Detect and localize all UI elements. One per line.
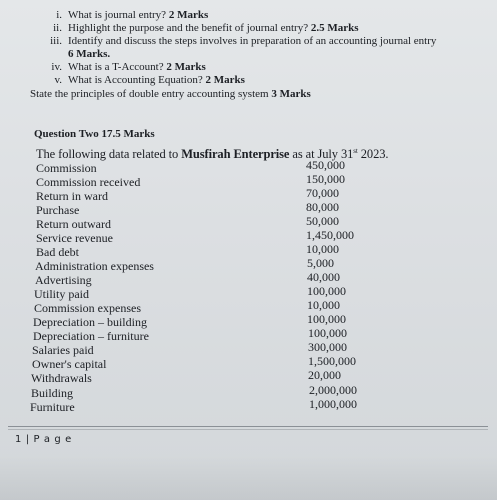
question-text: Identify and discuss the steps involves in preparation of an accounting journal entry <box>68 35 437 47</box>
page-number: 1 | P a g e <box>15 434 72 445</box>
account-value: 300,000 <box>308 340 347 354</box>
account-value: 2,000,000 <box>309 383 357 397</box>
question-number: ii. <box>53 22 62 34</box>
question-marks: 2 Marks <box>168 9 209 21</box>
account-label: Withdrawals <box>31 371 92 385</box>
account-label: Purchase <box>36 203 80 217</box>
account-value: 1,000,000 <box>309 397 357 411</box>
account-value: 70,000 <box>306 186 339 200</box>
account-label: Utility paid <box>34 287 89 301</box>
footer-divider <box>8 429 488 430</box>
question-number: v. <box>54 74 62 86</box>
question-marks: 2 Marks <box>205 74 245 86</box>
account-label: Bad debt <box>36 245 79 259</box>
account-label: Salaries paid <box>32 343 94 357</box>
account-label: Commission received <box>36 175 141 189</box>
question-text: Highlight the purpose and the benefit of journal entry? <box>68 22 309 34</box>
account-value: 20,000 <box>308 368 341 382</box>
intro-prefix: The following data related to <box>36 147 182 162</box>
account-label: Advertising <box>35 273 92 287</box>
question-marks: 2.5 Marks <box>310 22 359 34</box>
question-two-title: Question Two 17.5 Marks <box>34 128 155 140</box>
account-value: 100,000 <box>307 284 346 298</box>
account-value: 50,000 <box>306 214 339 228</box>
account-value: 10,000 <box>307 298 340 312</box>
question-number: iii. <box>50 35 62 47</box>
account-label: Administration expenses <box>35 259 154 273</box>
question-marks: 6 Marks. <box>68 48 111 60</box>
question-number: iv. <box>51 61 62 73</box>
account-value: 150,000 <box>306 172 345 186</box>
account-label: Depreciation – furniture <box>33 329 149 343</box>
account-value: 1,500,000 <box>308 354 356 368</box>
account-label: Return outward <box>36 217 111 231</box>
intro-ordinal: st <box>353 147 358 155</box>
statement-text: State the principles of double entry accounting system <box>30 88 269 100</box>
account-value: 80,000 <box>306 200 339 214</box>
account-label: Commission <box>36 161 97 175</box>
question-text: What is journal entry? <box>68 9 167 21</box>
question-marks: 2 Marks <box>166 61 206 73</box>
statement-marks: 3 Marks <box>271 88 311 100</box>
intro-suffix: as at July 31 <box>289 147 354 162</box>
account-label: Depreciation – building <box>33 315 147 329</box>
account-label: Owner's capital <box>32 357 107 371</box>
question-text: What is Accounting Equation? <box>68 74 203 86</box>
account-value: 1,450,000 <box>306 228 354 242</box>
intro-year: 2023. <box>357 147 389 162</box>
account-value: 100,000 <box>307 312 346 326</box>
account-value: 100,000 <box>308 326 347 340</box>
question-number: i. <box>56 9 62 21</box>
account-label: Commission expenses <box>34 301 141 315</box>
account-label: Return in ward <box>36 189 108 203</box>
question-text: What is a T-Account? <box>68 61 164 73</box>
account-label: Building <box>31 386 74 400</box>
account-value: 40,000 <box>307 270 340 284</box>
photo-shadow <box>0 455 497 500</box>
company-name: Musfirah Enterprise <box>181 147 290 162</box>
account-value: 5,000 <box>307 256 334 270</box>
principles-statement <box>30 88 311 100</box>
account-value: 450,000 <box>306 158 345 172</box>
account-label: Furniture <box>30 400 75 414</box>
account-label: Service revenue <box>36 231 113 245</box>
footer-divider <box>8 426 488 427</box>
account-value: 10,000 <box>306 242 339 256</box>
